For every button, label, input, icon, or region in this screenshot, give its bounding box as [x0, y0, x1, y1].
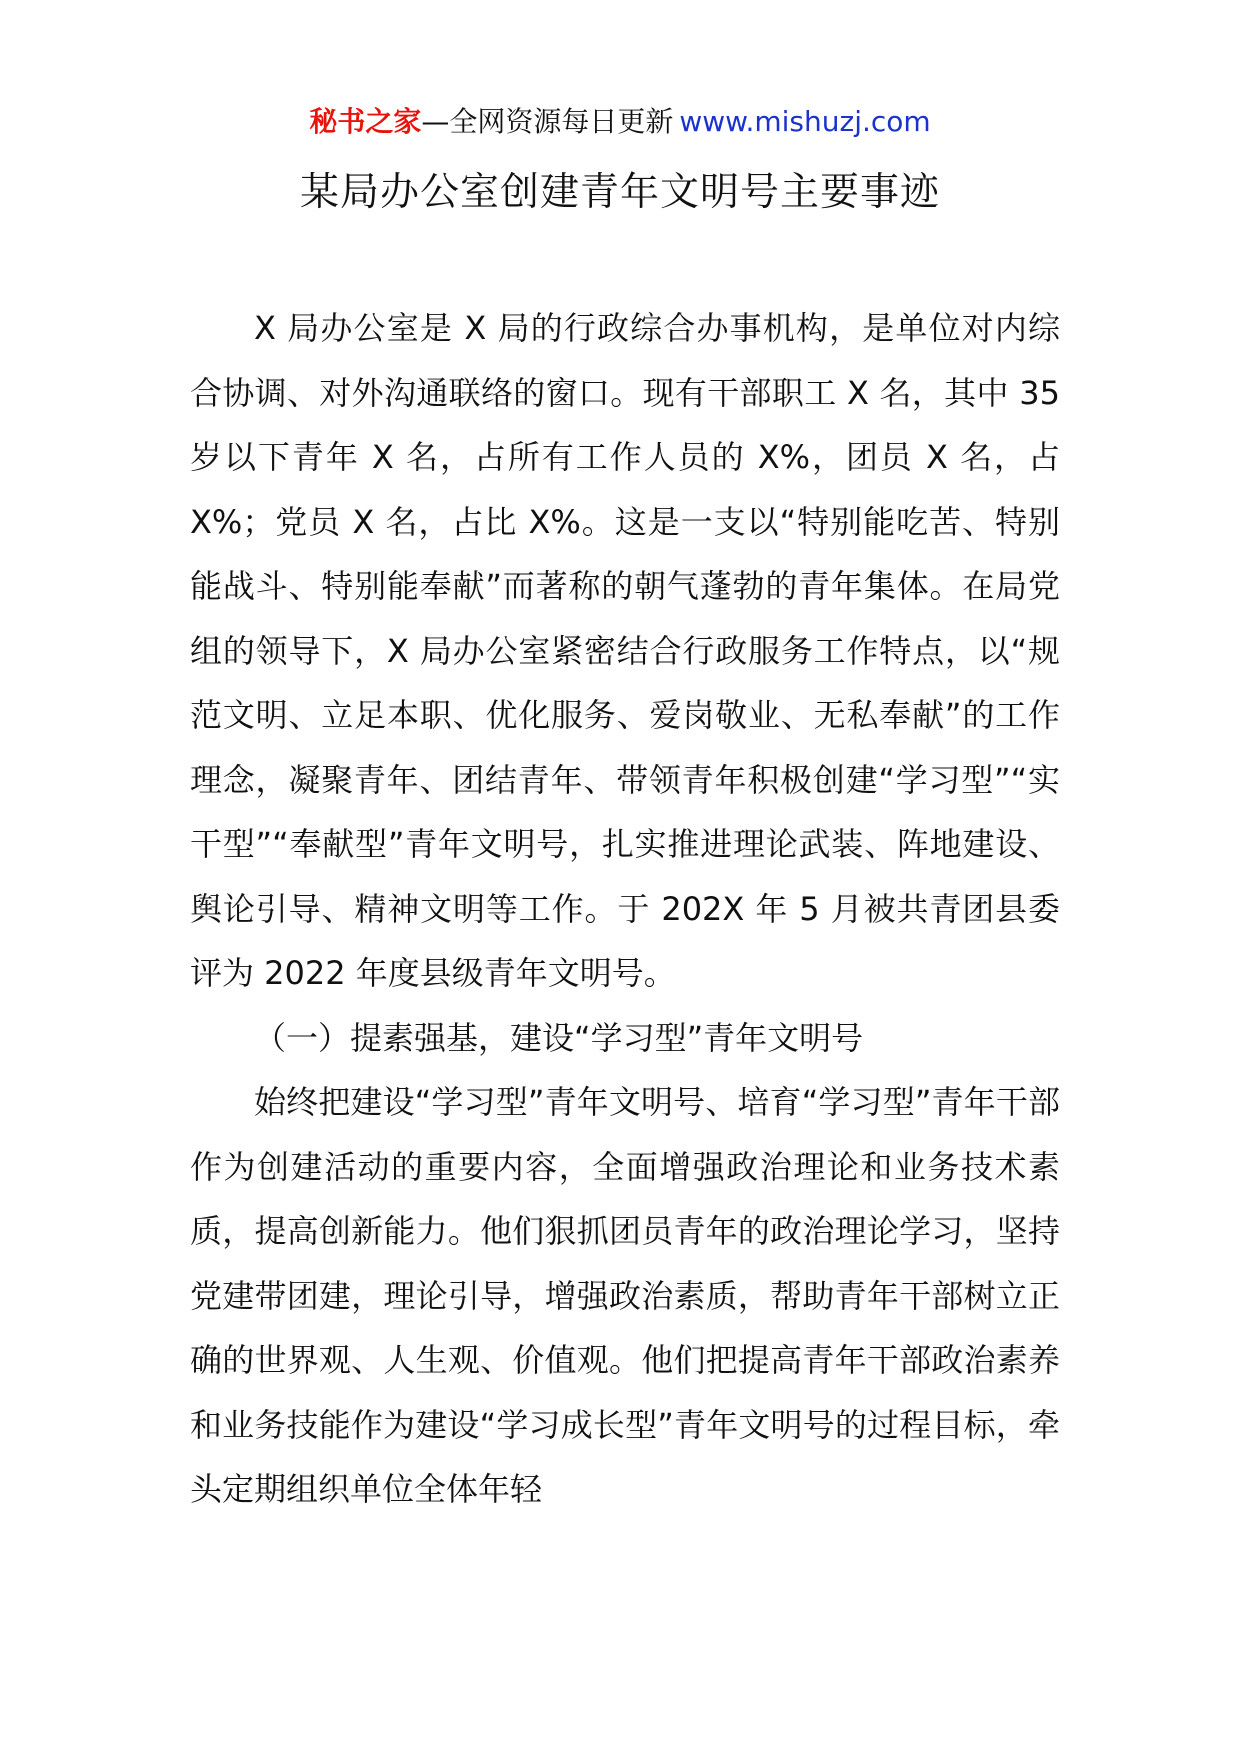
section-heading: （一）提素强基，建设“学习型”青年文明号	[254, 1018, 864, 1057]
site-header	[0, 102, 1240, 142]
document-body	[190, 296, 1060, 1522]
brand-name: 秘书之家	[309, 105, 422, 138]
site-link[interactable]: www.mishuzj.com	[679, 105, 931, 138]
header-slogan: —全网资源每日更新	[421, 105, 674, 138]
document-title: 某局办公室创建青年文明号主要事迹	[299, 170, 940, 215]
intro-paragraph: X 局办公室是 X 局的行政综合办事机构，是单位对内综合协调、对外沟通联络的窗口。现有干部职工 X 名，其中 35 岁以下青年 X 名，占所有工作人员的 X%，团员 X 名，占 X%；党员 X 名，占比 X%。这是一支以“特别能吃苦、特别能战斗、特别能奉献”而著称的朝气蓬勃的青年集体。在局党组的领导下，X 局办公室紧密结合行政服务工作特点，以“规范文明、立足本职、优化服务、爱岗敬业、无私奉献”的工作理念，凝聚青年、团结青年、带领青年积极创建“学习型”“实干型”“奉献型”青年文明号，扎实推进理论武装、阵地建设、舆论引导、精神文明等工作。于 202X 年 5 月被共青团县委评为 2022 年度县级青年文明号。	[190, 309, 1060, 992]
section-paragraph: 始终把建设“学习型”青年文明号、培育“学习型”青年干部作为创建活动的重要内容，全面增强政治理论和业务技术素质，提高创新能力。他们狠抓团员青年的政治理论学习，坚持党建带团建，理论引导，增强政治素质，帮助青年干部树立正确的世界观、人生观、价值观。他们把提高青年干部政治素养和业务技能作为建设“学习成长型”青年文明号的过程目标，牵头定期组织单位全体年轻	[190, 1083, 1060, 1508]
